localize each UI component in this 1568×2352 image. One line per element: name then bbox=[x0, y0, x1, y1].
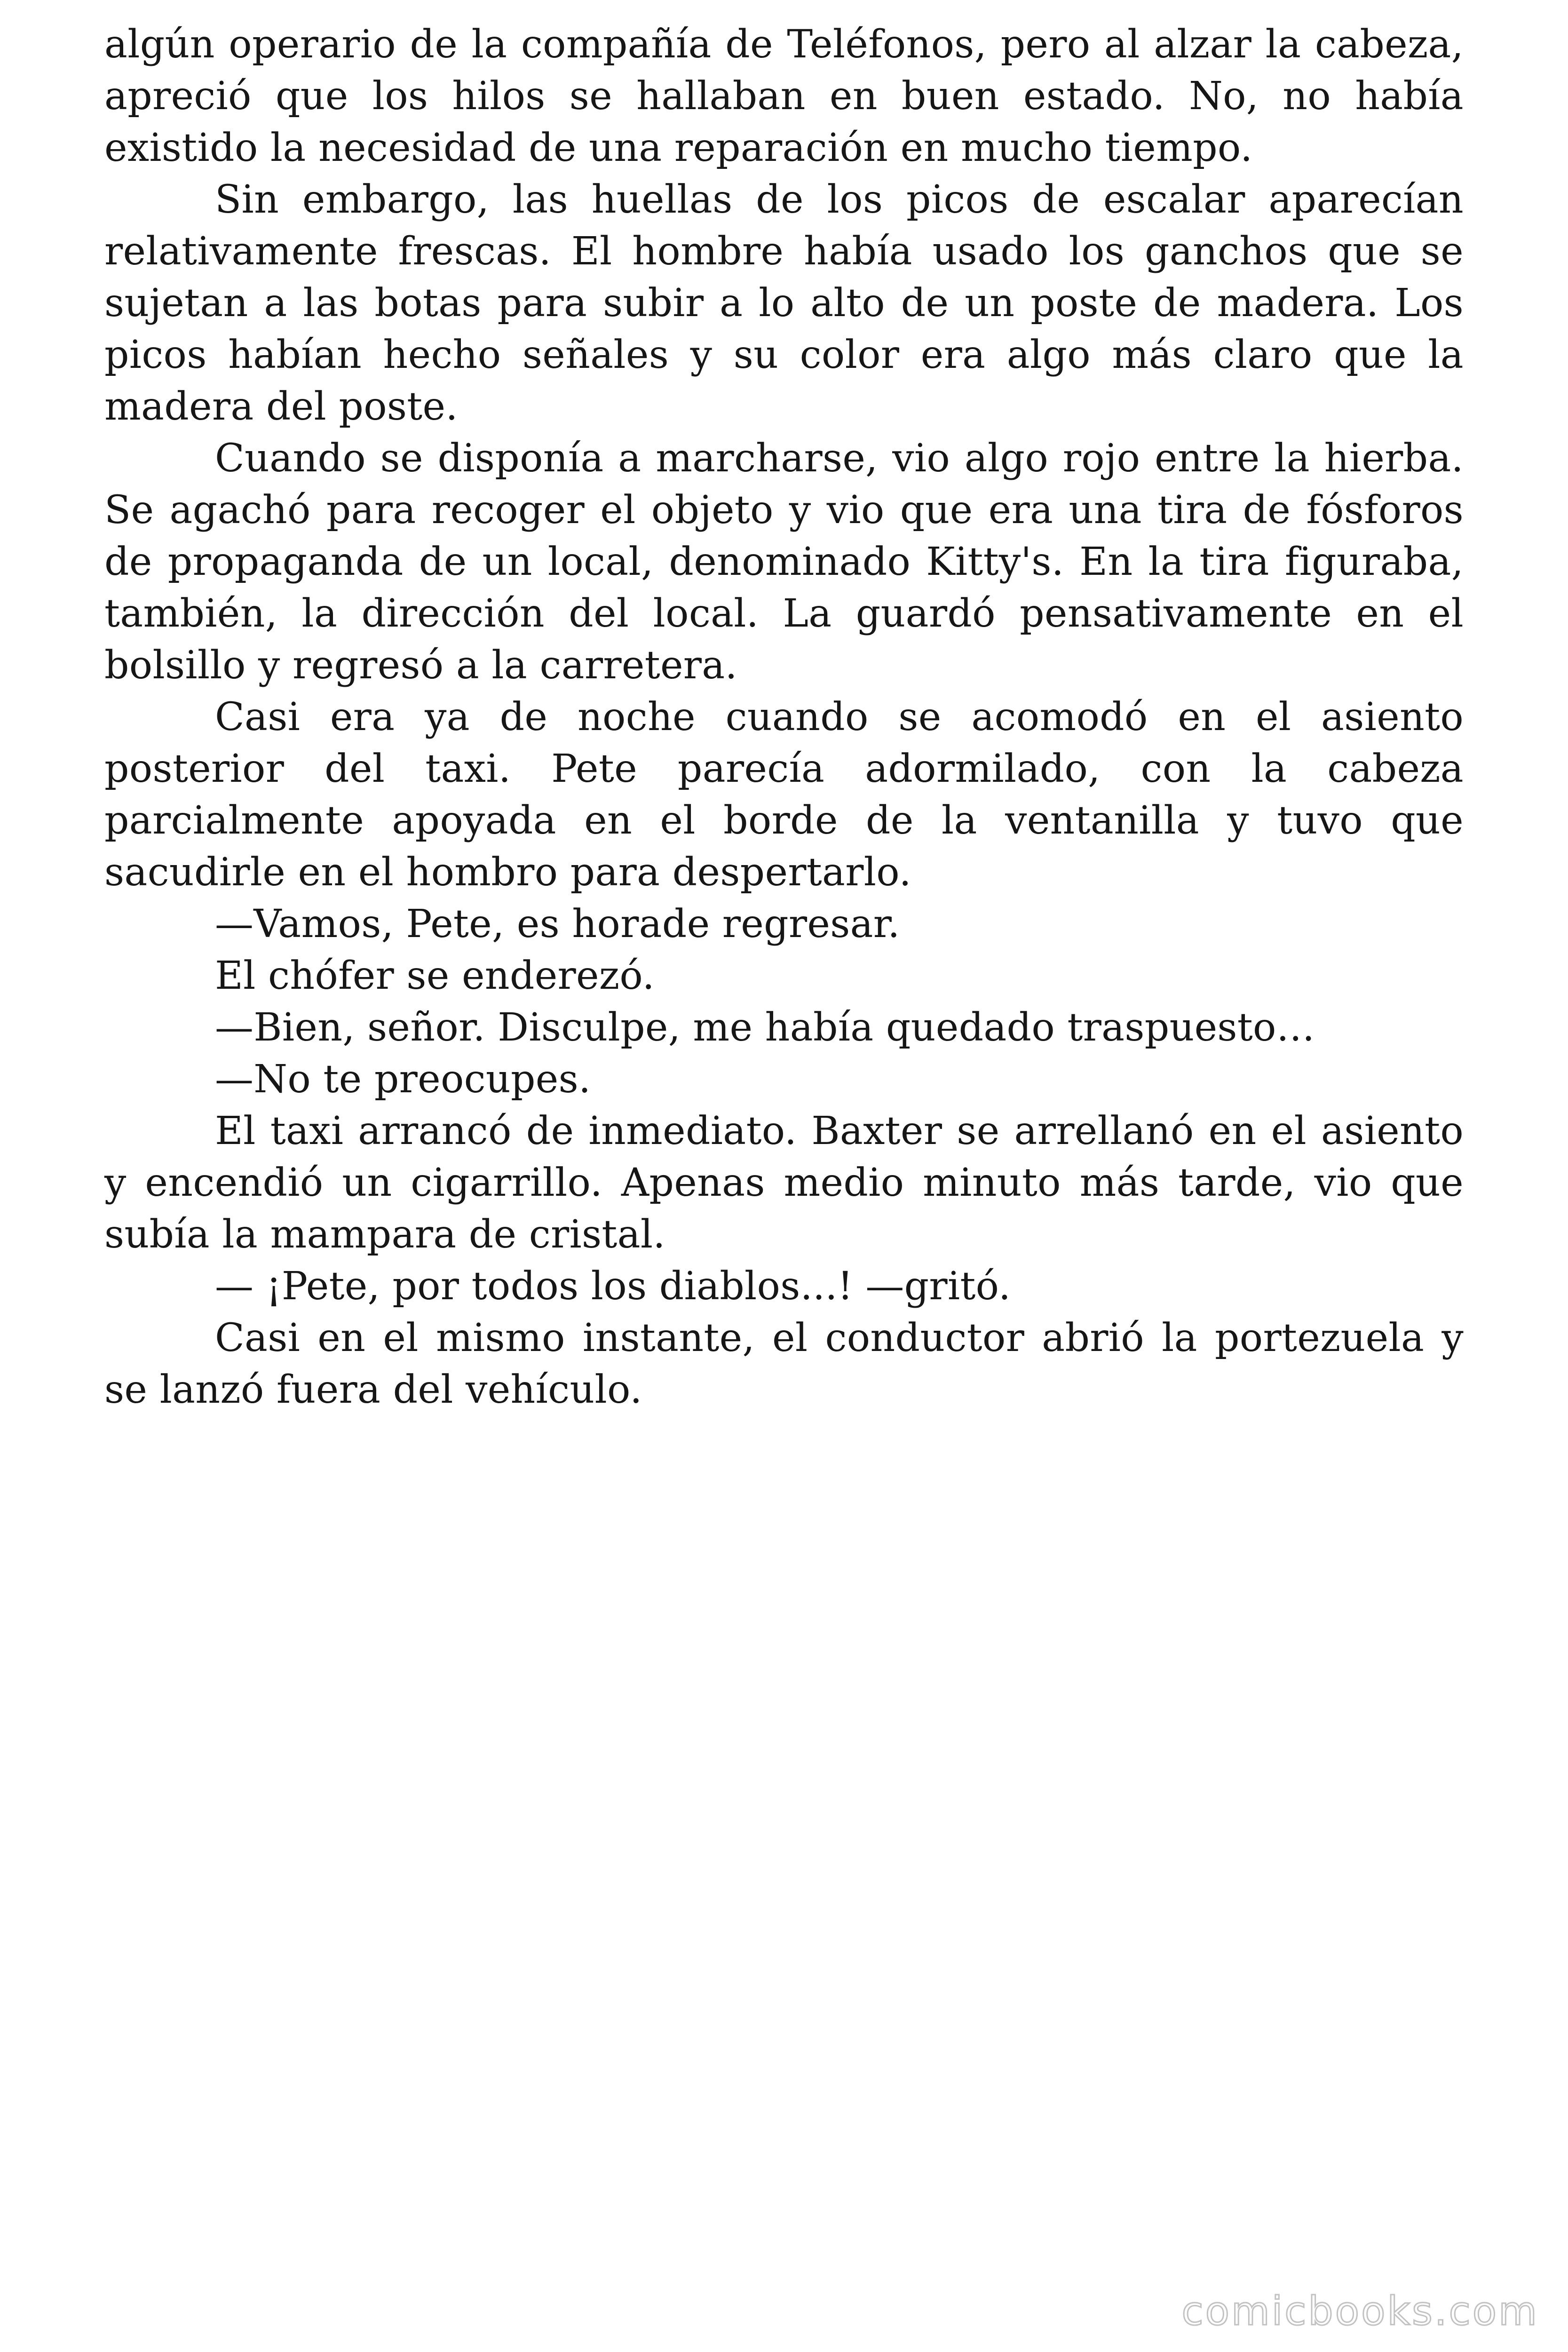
watermark-logo: comicbooks.com bbox=[1181, 2288, 1539, 2334]
paragraph-6: El taxi arrancó de inmediato. Baxter se arrellanó en el asiento y encendió un cigarrillo. Apenas medio minuto más tarde, vio que subía la mampara de cristal. bbox=[104, 1109, 1464, 1257]
dialogue-line-2: —Bien, señor. Disculpe, me había quedado traspuesto… bbox=[215, 1005, 1315, 1050]
dialogue-line-3: —No te preocupes. bbox=[215, 1057, 591, 1102]
paragraph-4: Casi era ya de noche cuando se acomodó en el asiento posterior del taxi. Pete parecía adormilado, con la cabeza parcialmente apoyada en el borde de la ventanilla y tuvo que sacudirle en el hombro para despertarlo. bbox=[104, 695, 1464, 895]
dialogue-line-4: — ¡Pete, por todos los diablos...! —gritó. bbox=[215, 1264, 1011, 1309]
paragraph-5: El chófer se enderezó. bbox=[215, 954, 655, 998]
dialogue-line-1: —Vamos, Pete, es horade regresar. bbox=[215, 902, 900, 946]
paragraph-7: Casi en el mismo instante, el conductor abrió la portezuela y se lanzó fuera del vehículo. bbox=[104, 1316, 1464, 1412]
paragraph-1: algún operario de la compañía de Teléfonos, pero al alzar la cabeza, apreció que los hilos se hallaban en buen estado. No, no había existido la necesidad de una reparación en mucho tiempo. bbox=[104, 22, 1464, 170]
paragraph-3: Cuando se disponía a marcharse, vio algo rojo entre la hierba. Se agachó para recoger el objeto y vio que era una tira de fósforos de propaganda de un local, denominado Kitty's. En la tira figuraba, también, la dirección del local. La guardó pensativamente en el bolsillo y regresó a la carretera. bbox=[104, 436, 1464, 688]
body-text bbox=[104, 19, 1464, 1416]
paragraph-2: Sin embargo, las huellas de los picos de escalar aparecían relativamente frescas. El hombre había usado los ganchos que se sujetan a las botas para subir a lo alto de un poste de madera. Los picos habían hecho señales y su color era algo más claro que la madera del poste. bbox=[104, 177, 1464, 429]
